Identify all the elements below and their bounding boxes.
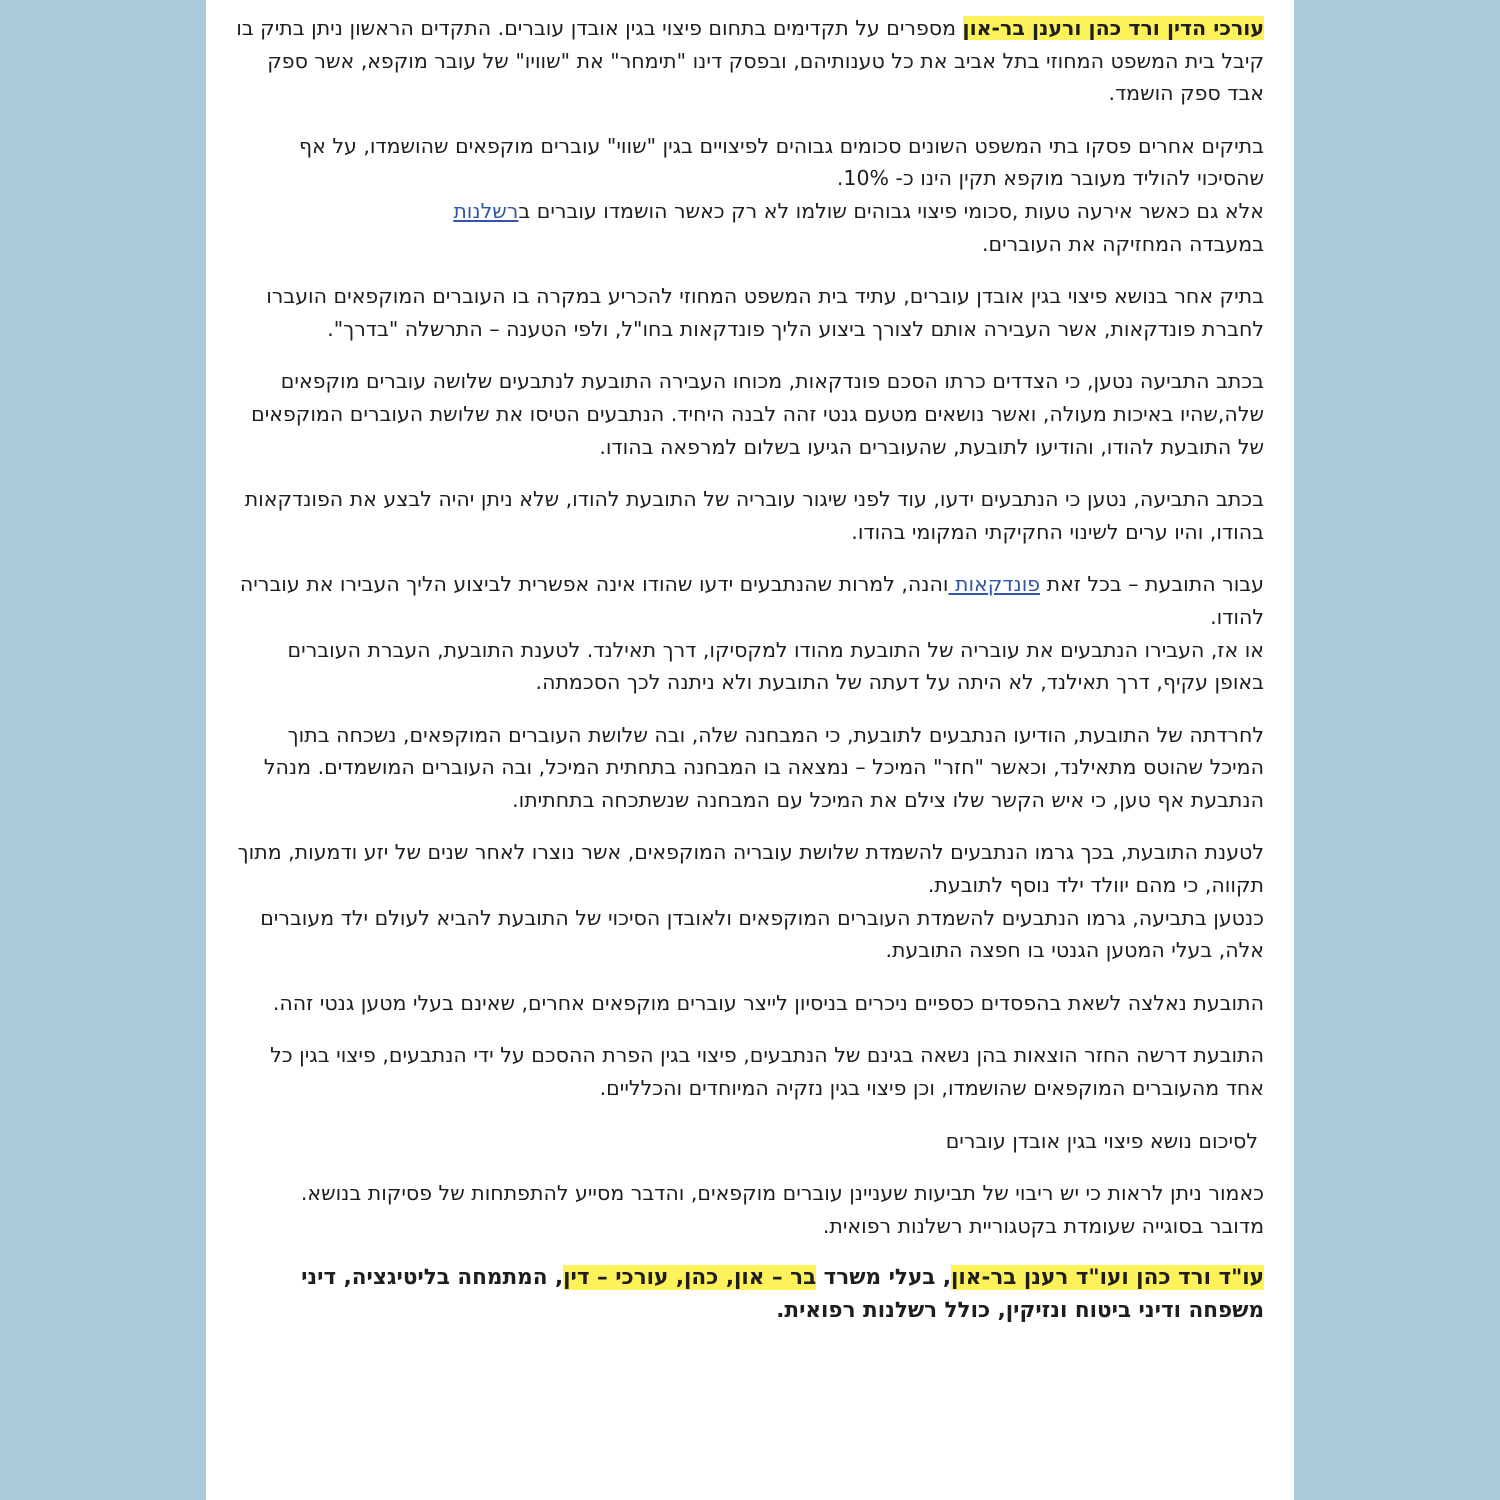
intro-text: מספרים על תקדימים בתחום פיצוי בגין אובדן עוברים. התקדים הראשון ניתן בתיק בו קיבל בית המשפט המחוזי בתל אביב את כל טענותיהם, ובפסק דינו "תימחר" את "שוויו" של עובר מוקפא, אשר ספק אבד ספק הושמד. xyxy=(236,16,1264,106)
paragraph-claim-2: בכתב התביעה, נטען כי הנתבעים ידעו, עוד לפני שיגור עובריה של התובעת להודו, שלא ניתן יהיה לבצע את הפונדקאות בהודו, והיו ערים לשינוי החקיקתי המקומי בהודו. xyxy=(244,487,1264,544)
document-page xyxy=(206,0,1294,1500)
claim-5-line-1: לטענת התובעת, בכך גרמו הנתבעים להשמדת שלושת עובריה המוקפאים, אשר נוצרו לאחר שנים של יזע ודמעות, מתוך תקווה, כי מהם יוולד ילד נוסף לתובעת. xyxy=(237,840,1264,898)
summary-heading: לסיכום נושא פיצוי בגין אובדן עוברים xyxy=(945,1128,1258,1153)
paragraph-claim-4: לחרדתה של התובעת, הודיעו הנתבעים לתובעת, כי המבחנה שלה, ובה שלושת העוברים המוקפאים, נשכחה בתוך המיכל שהוטס מתאילנד, וכאשר "חזר" המיכל – נמצאה בו המבחנה בתחתית המיכל, ובה העוברים המושמדים. מנהל הנתבעת אף טען, כי איש הקשר שלו צילם את המיכל עם המבחנה שנשתכחה בתחתיתו. xyxy=(263,722,1264,812)
claim-3-line-1 xyxy=(234,568,1264,633)
footer-text-2: , המתמחה בליטיגציה, דיני משפחה ודיני ביטוח ונזיקין, כולל רשלנות רפואית. xyxy=(301,1265,1264,1323)
paragraph-intro xyxy=(234,12,1264,110)
highlight-lawyers-names: עורכי הדין ורד כהן ורענן בר-און xyxy=(962,16,1264,40)
footer-text-1: , בעלי משרד xyxy=(816,1265,952,1291)
claim-3-line-2: או אז, העבירו הנתבעים את עובריה של התובעת מהודו למקסיקו, דרך תאילנד. לטענת התובעת, העברת העוברים באופן עקיף, דרך תאילנד, לא היתה על דעתה של התובעת ולא ניתנה לכך הסכמתה. xyxy=(287,637,1264,695)
highlight-firm-name: בר – און, כהן, עורכי – דין xyxy=(563,1265,817,1291)
paragraph-footer xyxy=(234,1262,1264,1327)
paragraph-other-cases xyxy=(234,130,1264,260)
other-cases-line-2-text: אלא גם כאשר אירעה טעות ,סכומי פיצוי גבוהים שולמו לא רק כאשר הושמדו עוברים ב xyxy=(518,198,1264,223)
paragraph-claim-5 xyxy=(234,836,1264,966)
summary-line-1: כאמור ניתן לראות כי יש ריבוי של תביעות שעניינן עוברים מוקפאים, והדבר מסייע להתפתחות של פסיקות בנושא. xyxy=(300,1181,1264,1206)
paragraph-claim-7: התובעת דרשה החזר הוצאות בהן נשאה בגינם של הנתבעים, פיצוי בגין הפרת ההסכם על ידי הנתבעים, פיצוי בגין כל אחד מהעוברים המוקפאים שהושמדו, וכן פיצוי בגין נזקיה המיוחדים והכלליים. xyxy=(270,1043,1264,1101)
highlight-lawyers-footer: עו"ד ורד כהן ועו"ד רענן בר-און xyxy=(951,1265,1264,1291)
other-cases-line-2 xyxy=(234,195,1264,228)
claim-5-line-2: כנטען בתביעה, גרמו הנתבעים להשמדת העוברים המוקפאים ולאובדן הסיכוי של התובעת להביא לעולם ילד מעוברים אלה, בעלי המטען הגנטי בו חפצה התובעת. xyxy=(260,905,1264,963)
other-cases-line-3: במעבדה המחזיקה את העוברים. xyxy=(981,231,1264,256)
surrogacy-link[interactable]: פונדקאות xyxy=(948,572,1041,597)
paragraph-surrogacy-case: בתיק אחר בנושא פיצוי בגין אובדן עוברים, עתיד בית המשפט המחוזי להכריע במקרה בו העוברים המוקפאים הועברו לחברת פונדקאות, אשר העבירה אותם לצורך ביצוע הליך פונדקאות בחו"ל, ולפי הטענה – התרשלה "בדרך". xyxy=(266,284,1264,341)
paragraph-summary xyxy=(234,1177,1264,1242)
paragraph-claim-6: התובעת נאלצה לשאת בהפסדים כספיים ניכרים בניסיון לייצר עוברים מוקפאים אחרים, שאינם בעלי מטען גנטי זהה. xyxy=(272,990,1264,1015)
paragraph-claim-3 xyxy=(234,568,1264,698)
summary-line-2: מדובר בסוגייה שעומדת בקטגוריית רשלנות רפואית. xyxy=(822,1213,1264,1238)
claim-3-text-a: עבור התובעת – בכל זאת xyxy=(1040,572,1264,597)
other-cases-line-1: בתיקים אחרים פסקו בתי המשפט השונים סכומים גבוהים לפיצויים בגין "שווי" עוברים מוקפאים שהושמדו, על אף שהסיכוי להוליד מעובר מוקפא תקין הינו כ- 10%. xyxy=(298,133,1264,191)
claim-3-text-b: והנה, למרות שהנתבעים ידעו שהודו אינה אפשרית לביצוע הליך העבירו את עובריה להודו. xyxy=(239,572,1264,629)
paragraph-claim-1: בכתב התביעה נטען, כי הצדדים כרתו הסכם פונדקאות, מכוחו העבירה התובעת לנתבעים שלושה עוברים מוקפאים שלה,שהיו באיכות מעולה, ואשר נושאים מטעם גנטי זהה לבנה היחיד. הנתבעים הטיסו את שלושת העוברים המוקפאים של התובעת להודו, והודיעו לתובעת, שהעוברים הגיעו בשלום למרפאה בהודו. xyxy=(251,369,1264,459)
negligence-link[interactable]: רשלנות xyxy=(453,198,519,223)
